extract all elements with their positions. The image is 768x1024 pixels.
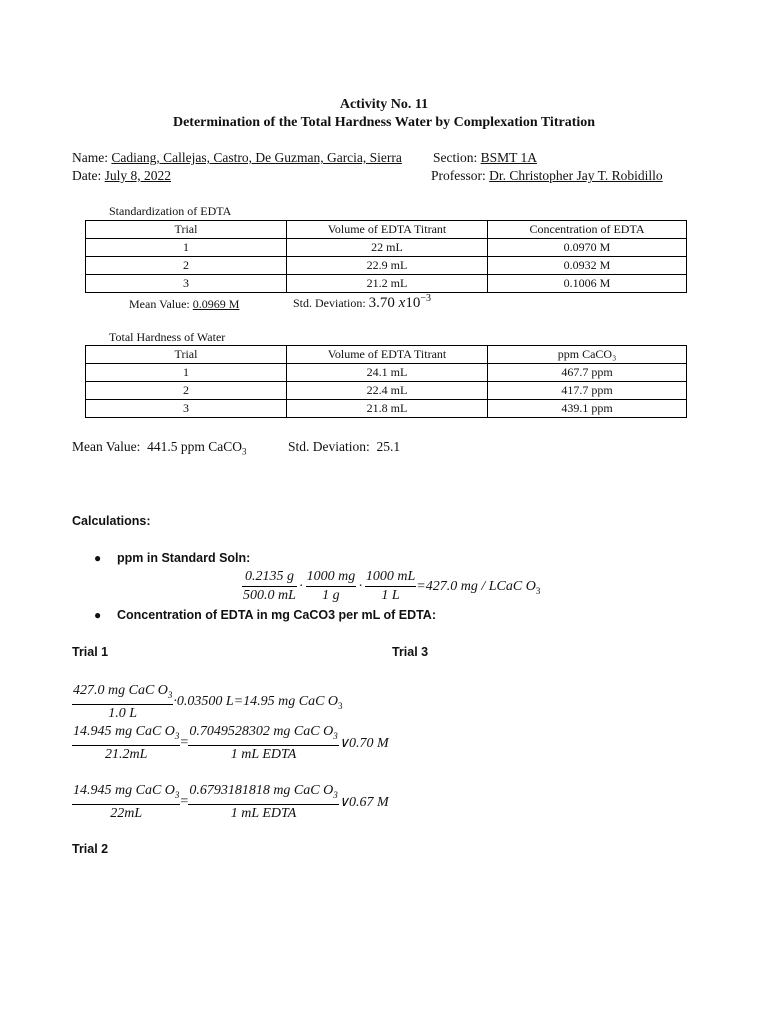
fraction <box>72 682 173 723</box>
summary-mean-sub: 3 <box>242 446 247 457</box>
table-cell: 3 <box>86 400 287 418</box>
numerator: 0.7049528302 mg CaC $O_3$ <box>188 723 338 746</box>
table-cell: 2 <box>86 382 287 400</box>
table-row <box>86 364 687 382</box>
bullet-edta-concentration: Concentration of EDTA in mg CaCO3 per mL of EDTA: <box>117 608 436 622</box>
activity-number: Activity No. 11 <box>339 97 429 112</box>
numerator: 427.0 mg CaC $O_3$ <box>72 682 173 705</box>
section-value: BSMT 1A <box>480 150 538 165</box>
section-label: Section: <box>433 150 478 165</box>
equation-result: =427.0 mg / LCaC O <box>416 578 536 594</box>
table-header: ppm CaCO₃ <box>488 346 687 364</box>
table-header-row <box>86 346 687 364</box>
std-label: Std. Deviation: <box>293 296 366 310</box>
numerator: 14.945 mg CaC $O_3$ <box>72 723 180 746</box>
hardness-table <box>85 345 687 418</box>
equation-trial1-mass <box>72 682 343 723</box>
numerator: 0.6793181818 mg CaC $O_3$ <box>188 782 338 805</box>
table-cell: 0.0932 M <box>488 257 687 275</box>
denominator: 500.0 mL <box>243 588 296 603</box>
table-cell: 22 mL <box>287 239 488 257</box>
section-line <box>433 150 537 166</box>
table-header-row <box>86 221 687 239</box>
calculations-heading: Calculations: <box>72 514 151 528</box>
table-cell: 3 <box>86 275 287 293</box>
std-base: 10 <box>405 295 421 311</box>
summary-std-label: Std. Deviation: <box>288 439 370 454</box>
professor-line <box>431 168 663 184</box>
table-header: Trial <box>86 221 287 239</box>
denominator: 22mL <box>110 805 143 821</box>
professor-label: Professor: <box>431 168 486 183</box>
table-row <box>86 275 687 293</box>
equation-trial-22 <box>72 782 389 823</box>
summary-mean-value: 441.5 ppm CaCO <box>147 439 242 454</box>
table-cell: 22.4 mL <box>287 382 488 400</box>
fraction <box>242 568 297 605</box>
fraction <box>306 568 357 605</box>
trial3-label: Trial 3 <box>392 645 429 659</box>
denominator: 21.2mL <box>105 746 148 762</box>
summary-mean <box>72 439 247 457</box>
bullet-ppm-standard: ppm in Standard Soln: <box>117 551 251 565</box>
table-header: Volume of EDTA Titrant <box>287 346 488 364</box>
numerator: 14.945 mg CaC $O_3$ <box>72 782 180 805</box>
table-cell: 0.1006 M <box>488 275 687 293</box>
fraction <box>72 723 180 764</box>
date-label: Date: <box>72 168 102 183</box>
std-x: x <box>398 295 406 311</box>
denominator: 1.0 L <box>108 705 138 721</box>
equation-result-sub: 3 <box>535 585 541 596</box>
numerator: 1000 mg <box>306 568 357 587</box>
equals-sign: = <box>180 794 189 810</box>
std-exponent: −3 <box>420 293 431 304</box>
numerator: 1000 mL <box>365 568 416 587</box>
professor-value: Dr. Christopher Jay T. Robidillo <box>489 168 663 183</box>
equation-rest-sub: 3 <box>338 701 343 712</box>
name-label: Name: <box>72 150 108 165</box>
trial1-label: Trial 1 <box>72 645 109 659</box>
table1-std <box>293 293 431 312</box>
table-cell: 21.8 mL <box>287 400 488 418</box>
table2-caption: Total Hardness of Water <box>109 330 226 344</box>
standardization-table <box>85 220 687 293</box>
denominator: 1 mL EDTA <box>230 805 297 821</box>
bullet-dot: ● <box>94 608 102 622</box>
fraction <box>188 782 338 823</box>
mean-value: 0.0969 M <box>192 297 240 311</box>
table-cell: 2 <box>86 257 287 275</box>
mean-label: Mean Value: <box>129 297 190 311</box>
summary-std-value: 25.1 <box>376 439 401 454</box>
numerator: 0.2135 g <box>242 568 297 587</box>
summary-std <box>288 439 400 455</box>
equation-trial-21-2 <box>72 723 389 764</box>
name-line <box>72 150 402 166</box>
table1-caption: Standardization of EDTA <box>109 204 232 218</box>
table1-mean <box>129 297 239 312</box>
fraction <box>188 723 338 764</box>
table-row <box>86 400 687 418</box>
bullet-dot: ● <box>94 551 102 565</box>
fraction <box>365 568 416 605</box>
table-cell: 0.0970 M <box>488 239 687 257</box>
table-cell: 467.7 ppm <box>488 364 687 382</box>
document-title: Determination of the Total Hardness Water by Complexation Titration <box>172 115 596 130</box>
equation-tail: ∨0.67 M <box>338 794 389 810</box>
table-header: Volume of EDTA Titrant <box>287 221 488 239</box>
summary-mean-label: Mean Value: <box>72 439 141 454</box>
equals-sign: = <box>180 735 189 751</box>
name-value: Cadiang, Callejas, Castro, De Guzman, Garcia, Sierra <box>111 150 402 165</box>
denominator: 1 mL EDTA <box>230 746 297 762</box>
std-value: 3.70 <box>368 295 395 311</box>
table-cell: 439.1 ppm <box>488 400 687 418</box>
table-cell: 1 <box>86 239 287 257</box>
equation-tail: ∨0.70 M <box>338 735 389 751</box>
table-row <box>86 382 687 400</box>
date-line <box>72 168 171 184</box>
table-cell: 21.2 mL <box>287 275 488 293</box>
table-cell: 22.9 mL <box>287 257 488 275</box>
equation-rest: ·0.03500 L=14.95 mg CaC O <box>173 694 339 710</box>
table-header: Concentration of EDTA <box>488 221 687 239</box>
date-value: July 8, 2022 <box>104 168 172 183</box>
table-cell: 1 <box>86 364 287 382</box>
table-row <box>86 257 687 275</box>
fraction <box>72 782 180 823</box>
table-row <box>86 239 687 257</box>
trial2-label: Trial 2 <box>72 842 109 856</box>
denominator: 1 g <box>322 588 340 603</box>
table-cell: 24.1 mL <box>287 364 488 382</box>
table-header: Trial <box>86 346 287 364</box>
denominator: 1 L <box>381 588 400 603</box>
equation-ppm: $\frac{0.2135 g}{500.0 mL}$ · $\frac{1000 mg}{1 g}$ · $\frac{1000 mL}{1 L}$ =427.0 mg / LCaC O $_3$ <box>243 569 541 603</box>
table-cell: 417.7 ppm <box>488 382 687 400</box>
